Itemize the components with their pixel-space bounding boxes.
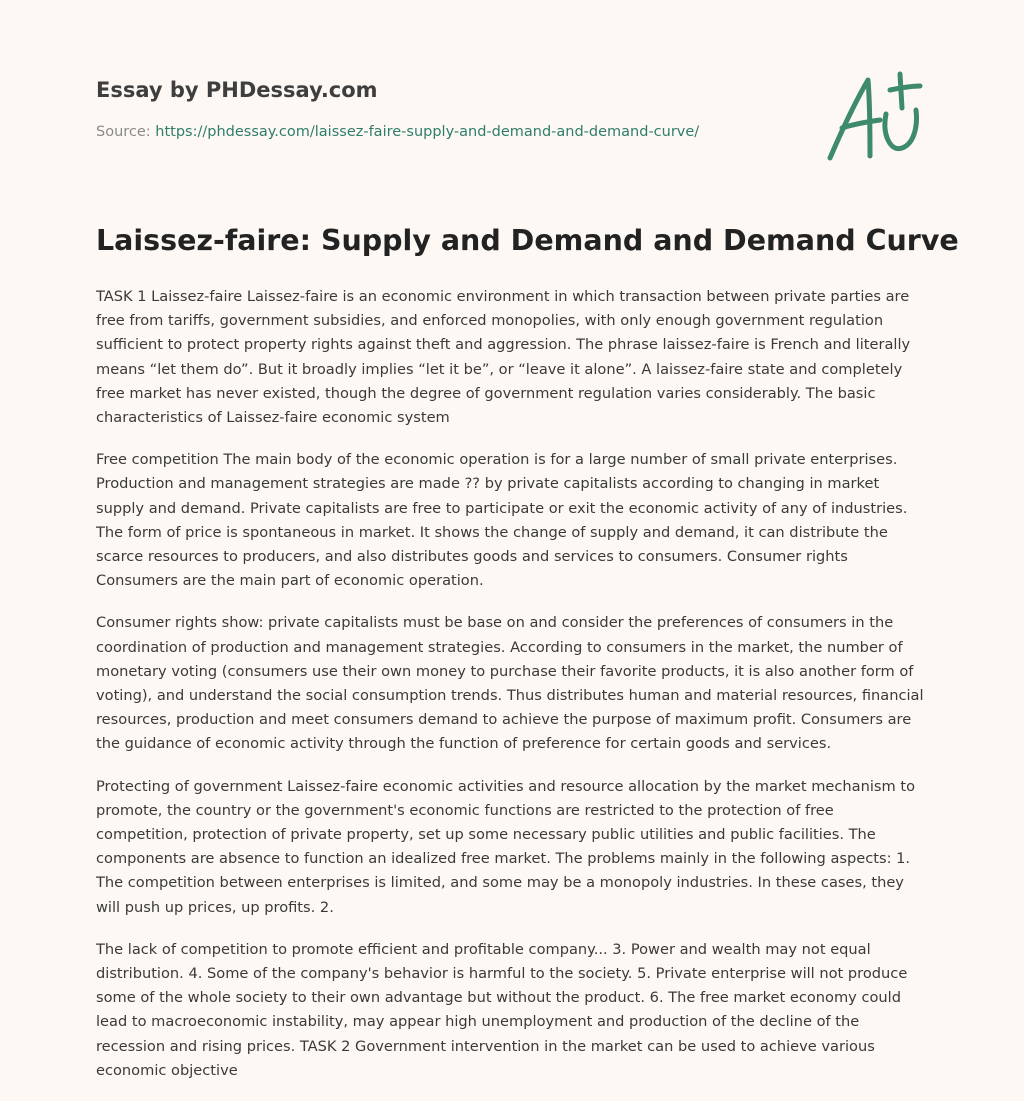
source-link[interactable]: https://phdessay.com/laissez-faire-supply-and-demand-and-demand-curve/ [155,124,700,140]
source-line [96,124,699,140]
essay-paragraph: Free competition The main body of the economic operation is for a large number of small private enterprises. Production and management strategies are made ?? by private capitalists according to changing in market supply and demand. Private capitalists are free to participate or exit the economic activity of any of industries. The form of price is spontaneous in market. It shows the change of supply and demand, it can distribute the scarce resources to producers, and also distributes goods and services to consumers. Consumer rights Consumers are the main part of economic operation. [96,451,908,590]
essay-paragraph: The lack of competition to promote efficient and profitable company... 3. Power and wealth may not equal distribution. 4. Some of the company's behavior is harmful to the society. 5. Private enterprise will not produce some of the whole society to their own advantage but without the product. 6. The free market economy could lead to macroeconomic instability, may appear high unemployment and production of the decline of the recession and rising prices. TASK 2 Government intervention in the market can be used to achieve various economic objective [96,940,908,1079]
essay-title: Laissez-faire: Supply and Demand and Demand Curve [96,224,959,257]
source-label: Source: [96,124,151,140]
site-brand: Essay by PHDessay.com [96,78,378,102]
a-plus-icon [820,68,930,164]
essay-paragraph: TASK 1 Laissez-faire Laissez-faire is an economic environment in which transaction between private parties are free from tariffs, government subsidies, and enforced monopolies, with only enough government regulation sufficient to protect property rights against theft and aggression. The phrase laissez-faire is French and literally means “let them do”. But it broadly implies “let it be”, or “leave it alone”. A laissez-faire state and completely free market has never existed, though the degree of government regulation varies considerably. The basic characteristics of Laissez-faire economic system [96,288,911,427]
essay-paragraph: Consumer rights show: private capitalists must be base on and consider the preferences of consumers in the coordination of production and management strategies. According to consumers in the market, the number of monetary voting (consumers use their own money to purchase their favorite products, it is also another form of voting), and understand the social consumption trends. Thus distributes human and material resources, financial resources, production and meet consumers demand to achieve the purpose of maximum profit. Consumers are the guidance of economic activity through the function of preference for certain goods and services. [96,614,924,753]
essay-paragraph: Protecting of government Laissez-faire economic activities and resource allocation by the market mechanism to promote, the country or the government's economic functions are restricted to the protection of free competition, protection of private property, set up some necessary public utilities and public facilities. The components are absence to function an idealized free market. The problems mainly in the following aspects: 1. The competition between enterprises is limited, and some may be a monopoly industries. In these cases, they will push up prices, up profits. 2. [96,777,916,916]
essay-body [96,285,930,1101]
